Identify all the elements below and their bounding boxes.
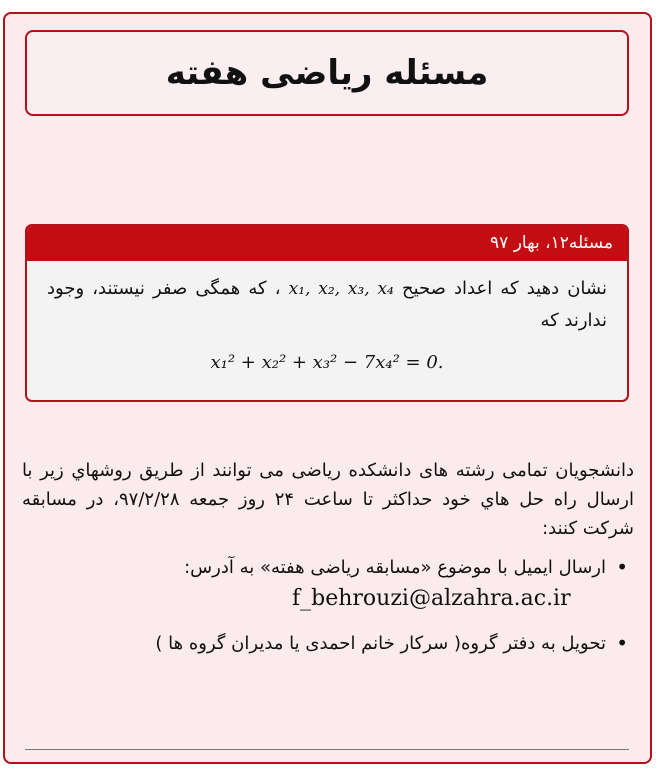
equation-text: x₁² + x₂² + x₃² − 7x₄² = 0. [210,352,444,373]
problem-box [25,224,629,402]
problem-statement [27,261,627,379]
submission-methods-list [22,553,634,658]
instructions [22,456,634,674]
email-address[interactable]: f_behrouzi@alzahra.ac.ir [292,586,571,611]
statement-part-2: ، که همگی صفر نیستند، وجود ندارند که [47,278,607,331]
email-item-text: ارسال ایمیل با موضوع «مسابقه ریاضی هفته» به آدرس: [184,557,606,578]
list-item-email [22,553,606,613]
equation [47,347,607,379]
office-item-text: تحویل به دفتر گروه( سرکار خانم احمدی یا مدیران گروه ها ) [155,633,606,654]
variables-math: x₁, x₂, x₃, x₄ [288,279,394,299]
bottom-divider [25,749,629,750]
statement-part-1: نشان دهید که اعداد صحیح [393,278,607,299]
problem-header: مسئله۱۲، بهار ۹۷ [27,226,627,261]
title-box [25,30,629,116]
list-item-office [22,629,606,658]
page-title: مسئله ریاضی هفته [165,53,489,93]
instructions-intro: دانشجویان تمامی رشته های دانشکده ریاضی می توانند از طریق روشهاي زیر با ارسال راه حل هاي خود حداکثر تا ساعت ۲۴ روز جمعه ۹۷/۲/۲۸، در مسابقه شرکت کنند: [22,460,634,539]
